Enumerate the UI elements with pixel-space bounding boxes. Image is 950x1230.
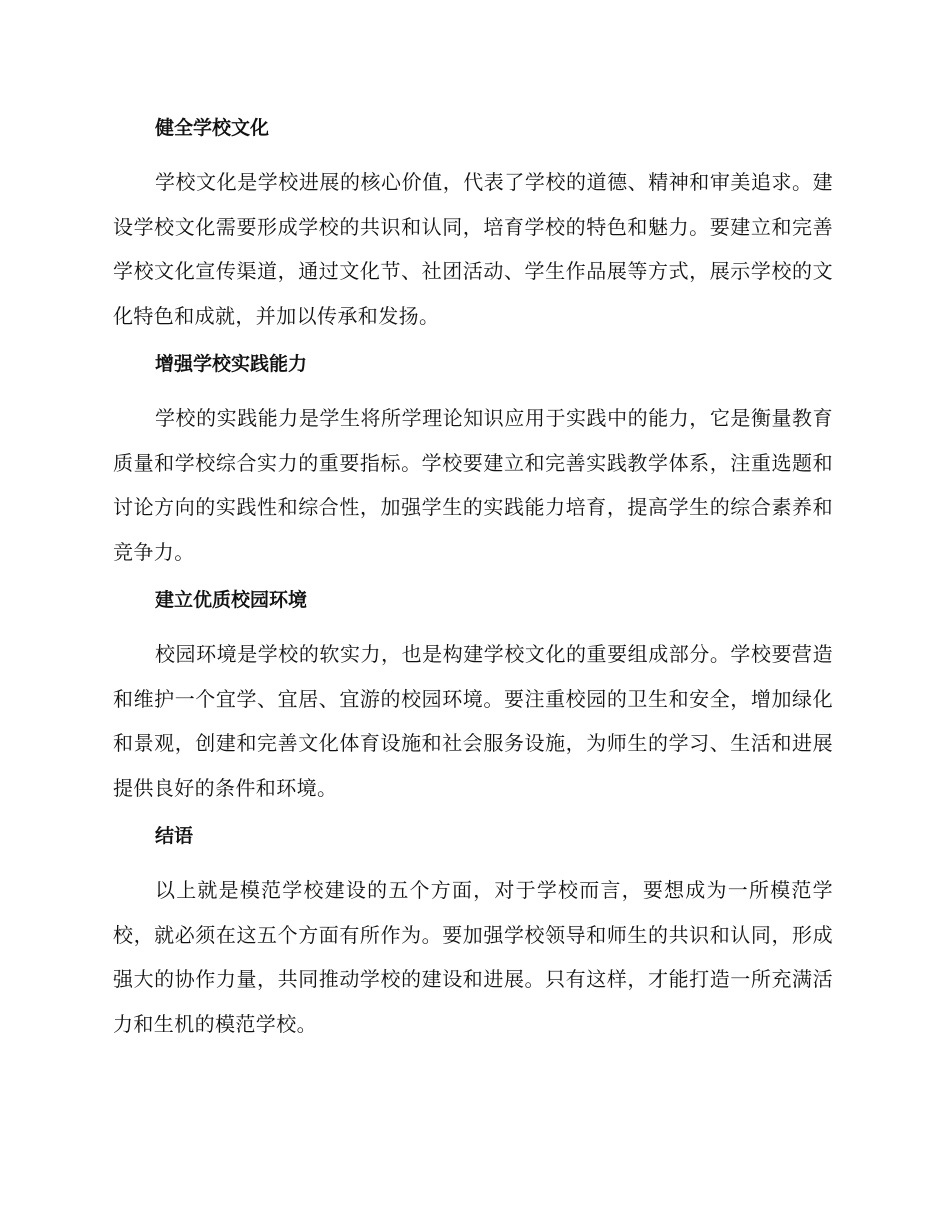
- section-practice-ability: [113, 346, 833, 574]
- document-page: [113, 110, 833, 1054]
- section-paragraph: 校园环境是学校的软实力，也是构建学校文化的重要组成部分。学校要营造和维护一个宜学、宜居、宜游的校园环境。要注重校园的卫生和安全，增加绿化和景观，创建和完善文化体育设施和社会服务设施，为师生的学习、生活和进展提供良好的条件和环境。: [113, 642, 833, 800]
- section-campus-environment: [113, 582, 833, 810]
- section-paragraph: 学校文化是学校进展的核心价值，代表了学校的道德、精神和审美追求。建设学校文化需要形成学校的共识和认同，培育学校的特色和魅力。要建立和完善学校文化宣传渠道，通过文化节、社团活动、学生作品展等方式，展示学校的文化特色和成就，并加以传承和发扬。: [113, 170, 833, 328]
- section-school-culture: [113, 110, 833, 338]
- section-paragraph: 以上就是模范学校建设的五个方面，对于学校而言，要想成为一所模范学校，就必须在这五个方面有所作为。要加强学校领导和师生的共识和认同，形成强大的协作力量，共同推动学校的建设和进展。只有这样，才能打造一所充满活力和生机的模范学校。: [113, 878, 833, 1036]
- section-heading: 健全学校文化: [155, 117, 270, 139]
- section-paragraph: 学校的实践能力是学生将所学理论知识应用于实践中的能力，它是衡量教育质量和学校综合实力的重要指标。学校要建立和完善实践教学体系，注重选题和讨论方向的实践性和综合性，加强学生的实践能力培育，提高学生的综合素养和竞争力。: [113, 406, 833, 564]
- section-heading: 建立优质校园环境: [155, 589, 308, 611]
- section-conclusion: [113, 818, 833, 1046]
- section-heading: 增强学校实践能力: [155, 353, 308, 375]
- section-heading: 结语: [155, 825, 194, 847]
